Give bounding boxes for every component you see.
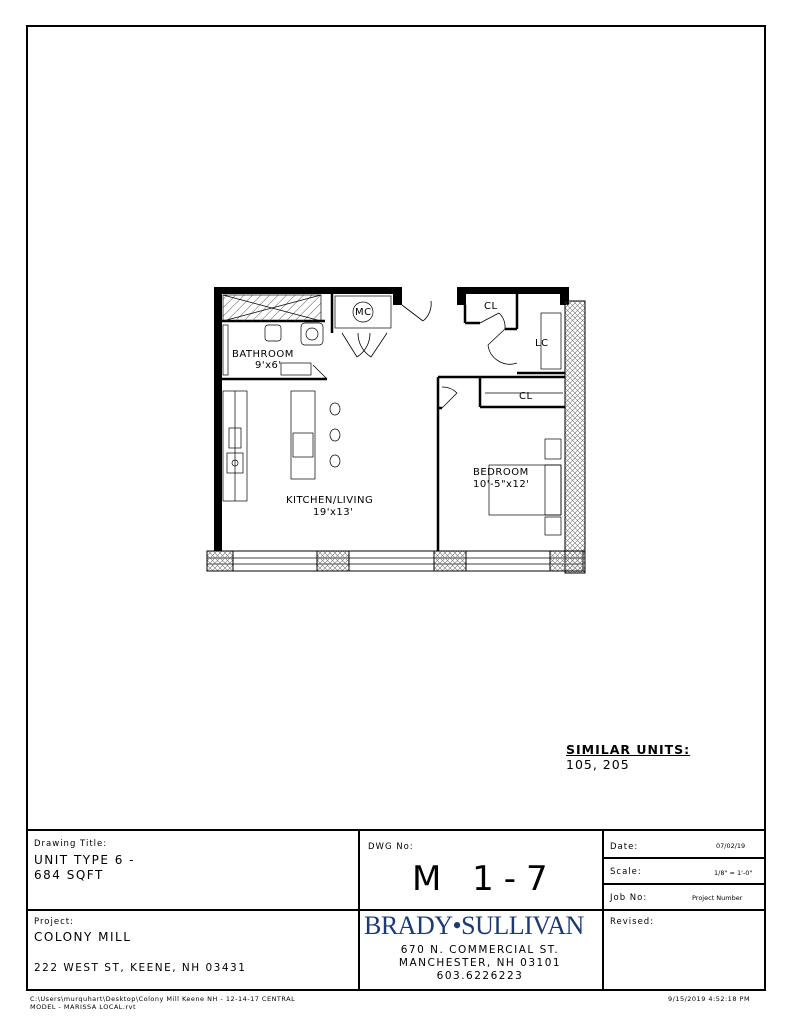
room-label-kitchen: KITCHEN/LIVING (286, 495, 374, 506)
title-block (26, 829, 766, 991)
firm-address (360, 944, 600, 983)
kitchen-fixtures (223, 391, 340, 501)
room-size-bathroom: 9'x6' (255, 360, 282, 371)
file-path-line1: C:\Users\murquhart\Desktop\Colony Mill Keene NH - 12-14-17 CENTRAL (30, 995, 296, 1003)
room-size-bedroom: 10'-5"x12' (473, 479, 530, 490)
interior-walls (222, 294, 565, 551)
project-name: COLONY MILL (34, 930, 132, 944)
dwg-no-label: DWG No: (368, 842, 414, 852)
divider (602, 857, 764, 859)
firm-address-line2: MANCHESTER, NH 03101 (398, 957, 562, 969)
file-path-line2: MODEL - MARISSA LOCAL.rvt (30, 1003, 137, 1011)
room-labels (232, 301, 549, 518)
dwg-number: M 1-7 (412, 859, 558, 899)
room-size-kitchen: 19'x13' (313, 507, 354, 518)
firm-address-line1: 670 N. COMMERCIAL ST. (400, 944, 560, 956)
similar-units-heading: SIMILAR UNITS: (566, 742, 691, 757)
job-no-label: Job No: (610, 893, 648, 903)
drawing-title-line1: UNIT TYPE 6 - (34, 853, 136, 867)
divider (26, 909, 358, 911)
scale-label: Scale: (610, 867, 642, 877)
firm-logo: BRADY•SULLIVAN (364, 911, 584, 940)
divider (602, 909, 764, 911)
date-label: Date: (610, 842, 639, 852)
firm-phone: 603.6226223 (436, 970, 524, 982)
room-label-mc: MC (355, 307, 372, 318)
room-label-lc: LC (535, 338, 549, 349)
date-value: 07/02/19 (716, 842, 746, 850)
drawing-title-line2: 684 SQFT (34, 868, 104, 882)
room-label-bathroom: BATHROOM (232, 349, 294, 360)
scale-value: 1/8" = 1'-0" (714, 869, 753, 877)
job-no-value: Project Number (692, 894, 743, 902)
right-masonry-wall (565, 301, 585, 573)
room-label-cl-mid: CL (519, 391, 533, 402)
print-timestamp: 9/15/2019 4:52:18 PM (668, 995, 751, 1003)
similar-units (566, 742, 690, 772)
file-path (30, 995, 295, 1011)
similar-units-list: 105, 205 (566, 757, 630, 772)
floor-plan (205, 283, 595, 583)
room-label-bedroom: BEDROOM (473, 467, 529, 478)
drawing-title-label: Drawing Title: (34, 839, 108, 849)
doors (313, 301, 517, 408)
revised-label: Revised: (610, 917, 655, 927)
bottom-window-wall (207, 551, 585, 571)
divider (602, 831, 604, 991)
project-label: Project: (34, 917, 74, 927)
room-label-cl-top: CL (484, 301, 498, 312)
project-address: 222 WEST ST, KEENE, NH 03431 (34, 962, 247, 974)
divider (602, 883, 764, 885)
